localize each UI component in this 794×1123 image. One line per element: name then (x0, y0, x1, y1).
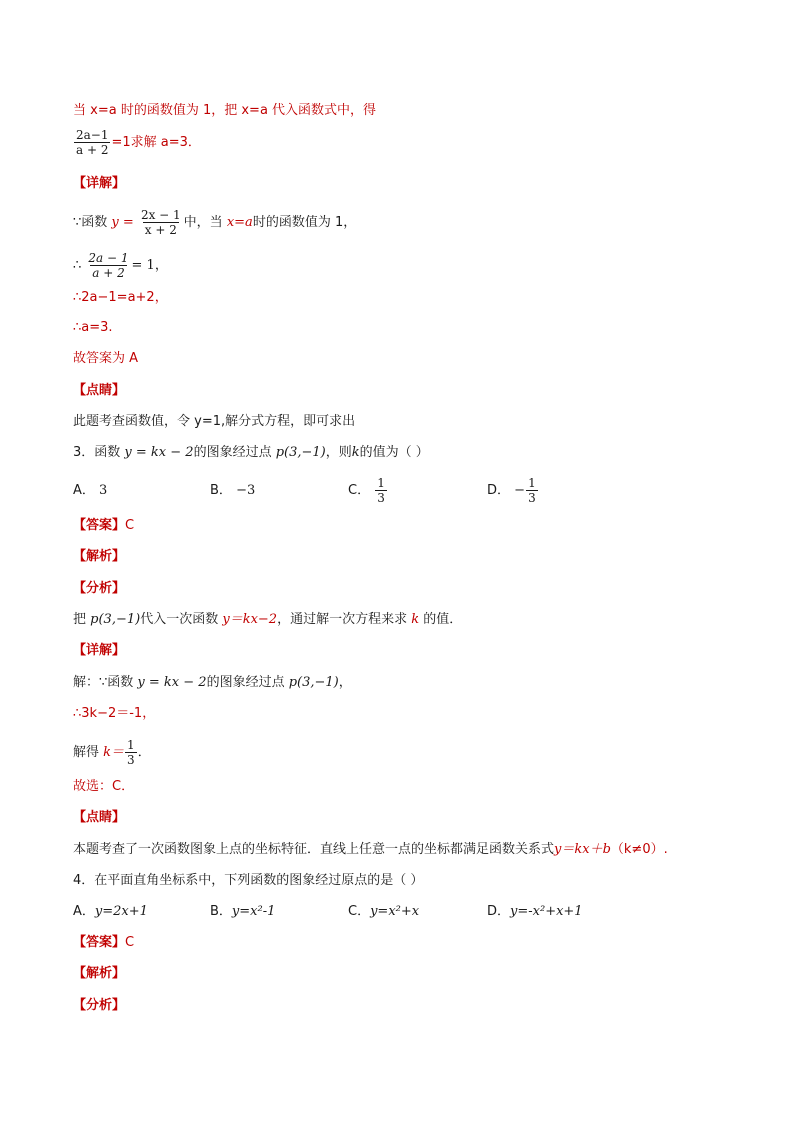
math-equation: y = kx − 2 (124, 445, 194, 460)
fraction-equation-line (73, 128, 201, 157)
answer-line: 故答案为 A (73, 351, 139, 366)
math-equation: y = kx − 2 (137, 675, 207, 690)
section-tag-detail: 【详解】 (73, 643, 126, 658)
fraction-denominator: a + 2 (76, 143, 109, 157)
answer-value: C (125, 935, 135, 950)
option-value: y=2x+1 (94, 904, 148, 919)
math-k: k (351, 445, 360, 460)
section-tag-comment: 【点睛】 (73, 810, 126, 825)
math-k: k (411, 612, 420, 627)
section-tag-breakdown: 【分析】 (73, 998, 126, 1013)
fraction (86, 251, 130, 280)
option-value: y=x²+x (370, 904, 420, 919)
answer-row (73, 935, 134, 951)
text: ∴ (73, 258, 82, 273)
comment-line: 此题考查函数值，令 y=1,解分式方程，即可求出 (73, 414, 356, 429)
option-c (348, 476, 388, 505)
answer-value: C (125, 518, 135, 533)
math-k: k＝ (103, 745, 125, 760)
text: 解得 (73, 745, 100, 760)
fraction-denominator: 3 (528, 491, 536, 505)
math-equation: y＝kx＋b (554, 842, 611, 857)
text: 的值为（ ） (359, 445, 429, 460)
text: 的图象经过点 (193, 445, 272, 460)
option-label: B． (210, 483, 232, 498)
section-tag-detail: 【详解】 (73, 176, 126, 191)
equation-tail: =1求解 a=3． (111, 135, 201, 150)
option-b (210, 483, 255, 499)
fraction-denominator: 3 (127, 753, 135, 767)
option-label: D． (487, 904, 511, 919)
text: 代入一次函数 (140, 612, 219, 627)
option-d (487, 476, 539, 505)
detail-line-1 (73, 208, 356, 237)
fraction-numerator: 2a − 1 (88, 251, 129, 265)
question-3-stem (73, 445, 429, 461)
math-y: y = (111, 215, 134, 230)
option-c (348, 904, 419, 920)
fraction-denominator: x + 2 (144, 223, 177, 237)
math-point: p(3,−1) (288, 675, 339, 690)
fraction-numerator: 1 (377, 476, 385, 490)
fraction (139, 208, 183, 237)
fraction-numerator: 2a−1 (76, 128, 109, 142)
option-label: C． (348, 483, 371, 498)
text: ，通过解一次方程来求 (277, 612, 408, 627)
text: 解：∵函数 (73, 675, 134, 690)
detail-line-4: 故选：C． (73, 779, 135, 794)
option-value: y=x²-1 (231, 904, 276, 919)
fraction (74, 128, 110, 157)
text: 3．函数 (73, 445, 121, 460)
fraction-denominator: 3 (377, 491, 385, 505)
text: 的图象经过点 (206, 675, 285, 690)
fraction-numerator: 2x − 1 (140, 208, 181, 222)
option-d (487, 904, 583, 920)
option-value: y=-x²+x+1 (510, 904, 583, 919)
detail-line-3: ∴2a−1=a+2， (73, 290, 168, 305)
fraction (125, 738, 137, 767)
math-x: x=a (226, 215, 253, 230)
fraction-numerator: 1 (528, 476, 536, 490)
fraction-denominator: a + 2 (92, 266, 125, 280)
option-label: C． (348, 904, 371, 919)
option-b (210, 904, 275, 920)
option-label: D． (487, 483, 511, 498)
text: （k≠0）. (610, 842, 668, 857)
section-tag-comment: 【点睛】 (73, 383, 126, 398)
option-value: −3 (236, 483, 256, 498)
comment-line (73, 842, 668, 858)
text: 的值． (423, 612, 463, 627)
text: ，则 (325, 445, 352, 460)
text: ． (137, 745, 151, 760)
option-label: B． (210, 904, 232, 919)
option-a (73, 904, 148, 920)
detail-line-4: ∴a=3. (73, 320, 113, 335)
section-tag-analysis: 【解析】 (73, 549, 126, 564)
detail-line-2 (73, 251, 168, 280)
text: ∵函数 (73, 215, 108, 230)
explanation-line: 当 x=a 时的函数值为 1，把 x=a 代入函数式中，得 (73, 103, 377, 118)
section-tag-answer: 【答案】 (73, 518, 126, 533)
detail-line-2: ∴3k−2＝-1， (73, 706, 156, 721)
math-point: p(3,−1) (90, 612, 141, 627)
option-label: A． (73, 904, 95, 919)
fraction (375, 476, 387, 505)
text: = 1， (131, 258, 168, 273)
text: 本题考查了一次函数图象上点的坐标特征．直线上任意一点的坐标都满足函数关系式 (73, 842, 555, 857)
fraction-numerator: 1 (127, 738, 135, 752)
math-point: p(3,−1) (275, 445, 326, 460)
fraction (526, 476, 538, 505)
detail-line-1 (73, 675, 352, 691)
detail-line-3 (73, 738, 151, 767)
option-label: A． (73, 483, 95, 498)
answer-row (73, 518, 134, 534)
math-equation: y＝kx−2 (222, 612, 278, 627)
breakdown-line (73, 612, 462, 628)
section-tag-breakdown: 【分析】 (73, 581, 126, 596)
section-tag-answer: 【答案】 (73, 935, 126, 950)
option-sign: − (514, 483, 526, 498)
text: ， (338, 675, 352, 690)
text: 时的函数值为 1， (252, 215, 357, 230)
text: 中，当 (183, 215, 223, 230)
text: 把 (73, 612, 87, 627)
section-tag-analysis: 【解析】 (73, 966, 126, 981)
question-4-stem: 4．在平面直角坐标系中，下列函数的图象经过原点的是（ ） (73, 873, 424, 888)
option-value: 3 (99, 483, 108, 498)
option-a (73, 483, 107, 499)
